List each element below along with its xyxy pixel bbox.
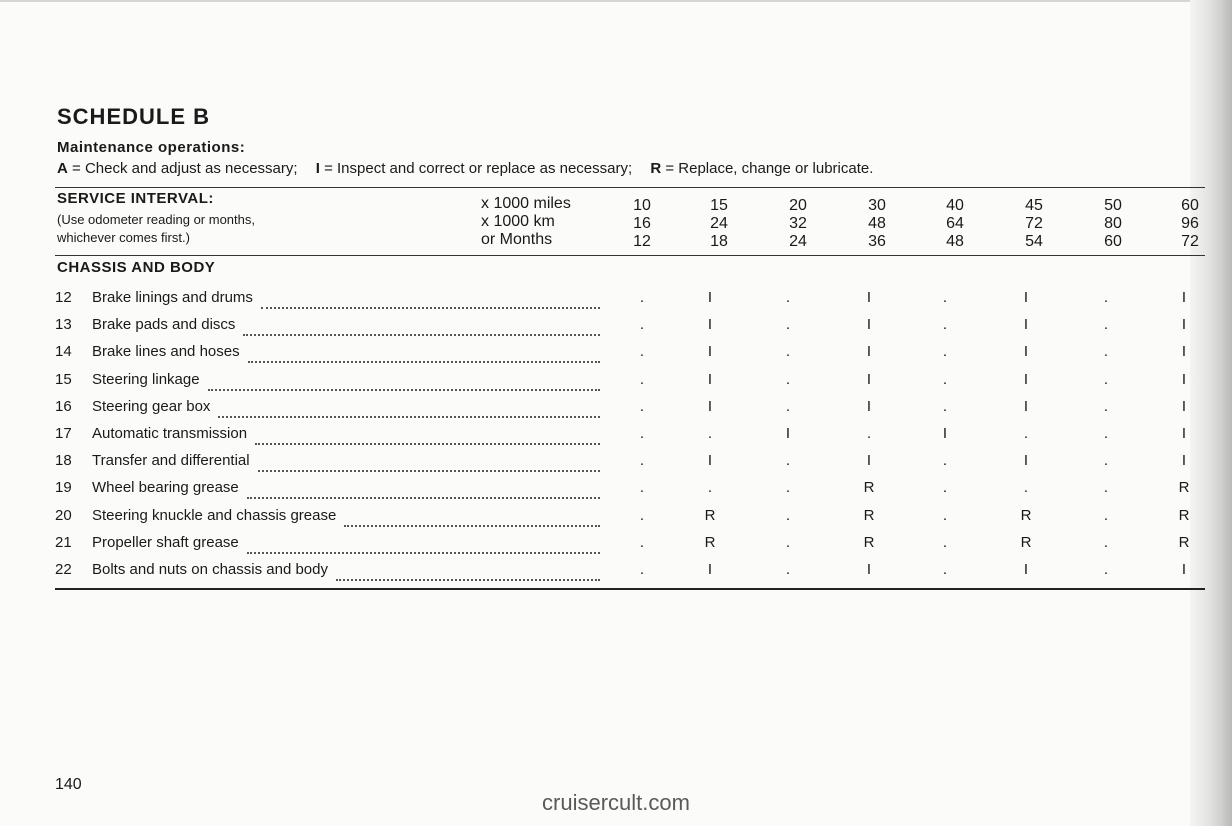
interval-value: 54 [1025, 233, 1043, 250]
schedule-cell: . [1103, 316, 1109, 334]
interval-value: 50 [1104, 197, 1122, 214]
schedule-cell: I [1023, 397, 1029, 415]
dot-leader [255, 427, 600, 445]
interval-value: 36 [868, 233, 886, 250]
watermark: cruisercult.com [542, 790, 690, 815]
schedule-cell: R [704, 506, 716, 524]
schedule-cell: R [863, 479, 875, 497]
dot-leader [247, 536, 600, 554]
interval-value: 15 [710, 197, 728, 214]
row-label: Brake pads and discs [92, 316, 236, 334]
legend-i-key: I [315, 160, 320, 177]
schedule-cell: . [785, 506, 791, 524]
interval-value: 30 [868, 197, 886, 214]
schedule-cell: . [785, 452, 791, 470]
interval-value: 72 [1025, 215, 1043, 232]
schedule-cell: R [863, 506, 875, 524]
interval-value: 20 [789, 197, 807, 214]
schedule-cell: I [707, 452, 713, 470]
schedule-cell: I [866, 343, 872, 361]
schedule-cell: . [1103, 370, 1109, 388]
schedule-cell: I [866, 397, 872, 415]
schedule-cell: . [639, 397, 645, 415]
schedule-cell: I [707, 561, 713, 578]
schedule-cell: . [942, 561, 948, 578]
dot-leader [258, 454, 600, 472]
table-row [55, 398, 1232, 420]
schedule-cell: . [639, 452, 645, 470]
schedule-cell: I [866, 452, 872, 470]
schedule-cell: . [1103, 479, 1109, 497]
interval-value: 48 [868, 215, 886, 232]
dot-leader [261, 291, 600, 309]
schedule-cell: . [942, 289, 948, 306]
table-row [55, 425, 1232, 447]
legend-a-key: A [57, 160, 68, 177]
dot-leader [344, 509, 600, 527]
service-interval-note [57, 211, 357, 247]
interval-value: 80 [1104, 215, 1122, 232]
row-number: 15 [55, 370, 72, 388]
service-interval-note-line: whichever comes first.) [57, 230, 190, 245]
interval-value: 24 [789, 233, 807, 250]
schedule-cell: I [866, 370, 872, 388]
schedule-cell: I [866, 289, 872, 306]
row-number: 12 [55, 289, 72, 306]
schedule-cell: . [1103, 397, 1109, 415]
schedule-cell: I [707, 397, 713, 415]
row-number: 19 [55, 479, 72, 497]
legend-r-key: R [650, 160, 662, 177]
schedule-cell: R [1178, 506, 1190, 524]
row-number: 17 [55, 425, 72, 442]
schedule-cell: R [704, 533, 716, 551]
interval-value: 18 [710, 233, 728, 250]
schedule-cell: I [785, 425, 791, 442]
schedule-cell: I [1181, 397, 1187, 415]
interval-value: 32 [789, 215, 807, 232]
schedule-cell: . [785, 289, 791, 306]
schedule-cell: . [1103, 452, 1109, 470]
schedule-cell: . [639, 506, 645, 524]
dot-leader [336, 563, 600, 581]
legend-a-text: = Check and adjust as necessary; [67, 160, 298, 177]
schedule-cell: I [1181, 561, 1187, 578]
schedule-cell: I [1181, 452, 1187, 470]
page-title: SCHEDULE B [57, 104, 211, 129]
table-row [55, 289, 1232, 311]
schedule-cell: . [639, 343, 645, 361]
interval-column [1014, 197, 1054, 251]
divider [55, 187, 1205, 188]
schedule-cell: . [639, 289, 645, 306]
dot-leader [243, 318, 600, 336]
row-label: Steering knuckle and chassis grease [92, 506, 337, 524]
row-number: 13 [55, 316, 72, 334]
schedule-cell: . [866, 425, 872, 442]
unit-miles: x 1000 miles [481, 195, 571, 212]
legend-r-text: = Replace, change or lubricate. [661, 160, 874, 177]
schedule-cell: I [1023, 316, 1029, 334]
dot-leader [208, 373, 600, 391]
row-label: Automatic transmission [92, 425, 248, 442]
interval-value: 60 [1104, 233, 1122, 250]
schedule-cell: . [785, 397, 791, 415]
schedule-cell: . [1103, 506, 1109, 524]
interval-column [1170, 197, 1210, 251]
schedule-cell: . [639, 479, 645, 497]
row-number: 18 [55, 452, 72, 470]
schedule-cell: . [785, 343, 791, 361]
schedule-cell: I [1023, 343, 1029, 361]
interval-column [778, 197, 818, 251]
schedule-cell: . [942, 397, 948, 415]
schedule-cell: R [1020, 533, 1032, 551]
table-row [55, 534, 1232, 556]
schedule-cell: . [639, 425, 645, 442]
table-row [55, 561, 1232, 583]
schedule-cell: . [785, 561, 791, 578]
interval-value: 96 [1181, 215, 1199, 232]
schedule-cell: . [942, 506, 948, 524]
table-row [55, 479, 1232, 501]
row-label: Steering gear box [92, 397, 211, 415]
interval-value: 45 [1025, 197, 1043, 214]
row-number: 16 [55, 397, 72, 415]
interval-value: 48 [946, 233, 964, 250]
dot-leader [218, 400, 600, 418]
interval-value: 40 [946, 197, 964, 214]
schedule-cell: . [1103, 425, 1109, 442]
schedule-cell: R [1020, 506, 1032, 524]
schedule-cell: . [1023, 479, 1029, 497]
schedule-cell: I [1181, 370, 1187, 388]
schedule-cell: . [785, 316, 791, 334]
interval-value: 12 [633, 233, 651, 250]
top-rule [0, 0, 1232, 2]
interval-value: 60 [1181, 197, 1199, 214]
schedule-cell: . [942, 533, 948, 551]
schedule-cell: I [707, 370, 713, 388]
schedule-cell: . [1103, 343, 1109, 361]
schedule-cell: . [1103, 533, 1109, 551]
schedule-cell: I [707, 343, 713, 361]
service-interval-title: SERVICE INTERVAL: [57, 190, 214, 207]
table-row [55, 343, 1232, 365]
dot-leader [247, 481, 600, 499]
schedule-cell: I [1023, 561, 1029, 578]
interval-value: 10 [633, 197, 651, 214]
schedule-cell: . [707, 425, 713, 442]
schedule-cell: . [1103, 561, 1109, 578]
schedule-cell: I [1023, 370, 1029, 388]
interval-column [857, 197, 897, 251]
schedule-cell: I [1181, 343, 1187, 361]
schedule-cell: R [863, 533, 875, 551]
table-row [55, 507, 1232, 529]
divider [55, 255, 1205, 256]
schedule-cell: I [1023, 289, 1029, 306]
row-label: Propeller shaft grease [92, 533, 239, 551]
dot-leader [248, 345, 600, 363]
unit-km: x 1000 km [481, 213, 555, 230]
schedule-cell: I [707, 316, 713, 334]
interval-value: 72 [1181, 233, 1199, 250]
schedule-cell: . [942, 343, 948, 361]
legend-i-text: = Inspect and correct or replace as necessary; [319, 160, 633, 177]
row-label: Transfer and differential [92, 452, 250, 470]
schedule-cell: I [866, 561, 872, 578]
schedule-cell: . [785, 479, 791, 497]
interval-column [935, 197, 975, 251]
unit-months: or Months [481, 231, 553, 248]
schedule-cell: R [1178, 479, 1190, 497]
schedule-cell: . [942, 316, 948, 334]
schedule-cell: . [785, 533, 791, 551]
interval-value: 64 [946, 215, 964, 232]
schedule-cell: I [1181, 289, 1187, 306]
row-number: 20 [55, 506, 72, 524]
table-bottom-rule [55, 588, 1205, 590]
row-label: Steering linkage [92, 370, 200, 388]
row-number: 21 [55, 533, 72, 551]
interval-value: 16 [633, 215, 651, 232]
row-label: Brake lines and hoses [92, 343, 240, 361]
schedule-cell: . [1103, 289, 1109, 306]
section-heading: CHASSIS AND BODY [57, 259, 216, 276]
schedule-cell: I [942, 425, 948, 442]
row-label: Wheel bearing grease [92, 479, 239, 497]
row-number: 14 [55, 343, 72, 361]
schedule-cell: . [942, 452, 948, 470]
schedule-cell: I [707, 289, 713, 306]
schedule-cell: . [785, 370, 791, 388]
schedule-cell: . [942, 370, 948, 388]
schedule-cell: . [639, 316, 645, 334]
interval-column [699, 197, 739, 251]
table-row [55, 316, 1232, 338]
table-row [55, 452, 1232, 474]
interval-units [481, 195, 571, 249]
interval-value: 24 [710, 215, 728, 232]
row-number: 22 [55, 561, 72, 578]
legend [57, 160, 873, 177]
schedule-cell: R [1178, 533, 1190, 551]
schedule-cell: . [639, 533, 645, 551]
schedule-cell: I [1181, 425, 1187, 442]
row-label: Bolts and nuts on chassis and body [92, 561, 328, 578]
schedule-cell: I [1181, 316, 1187, 334]
schedule-cell: . [707, 479, 713, 497]
schedule-cell: I [866, 316, 872, 334]
service-interval-note-line: (Use odometer reading or months, [57, 212, 255, 227]
schedule-cell: . [639, 370, 645, 388]
schedule-cell: . [1023, 425, 1029, 442]
page-number: 140 [55, 776, 82, 793]
row-label: Brake linings and drums [92, 289, 253, 306]
interval-column [622, 197, 662, 251]
subtitle: Maintenance operations: [57, 139, 246, 156]
schedule-cell: I [1023, 452, 1029, 470]
table-row [55, 371, 1232, 393]
schedule-cell: . [942, 479, 948, 497]
interval-column [1093, 197, 1133, 251]
schedule-cell: . [639, 561, 645, 578]
